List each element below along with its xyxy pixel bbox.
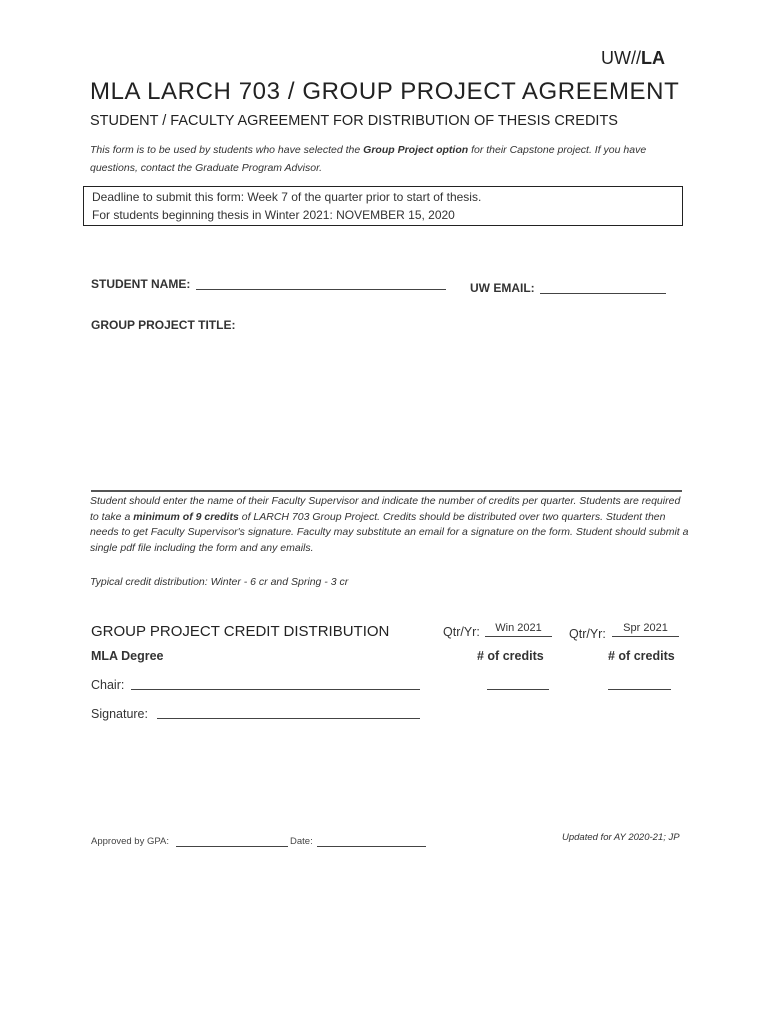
qtr-value-1[interactable]: Win 2021 [485,622,552,637]
instructions-part2: of LARCH 703 Group Project. Credits should be distributed over two quarters. Student then needs to get Faculty Supervisor's signature. Faculty may substitute an email for a signature on the form. Student should submit a single pdf file including the form and any emails. [90,510,689,554]
instructions-bold: minimum of 9 credits [133,510,239,523]
student-name-field[interactable] [196,275,446,290]
approved-label: Approved by GPA: [91,836,169,847]
distribution-title: GROUP PROJECT CREDIT DISTRIBUTION [91,623,390,640]
chair-label: Chair: [91,678,125,692]
uw-email-field[interactable] [540,279,666,294]
degree-label: MLA Degree [91,649,164,663]
intro-part2: for their Capstone project. If you have questions, contact the Graduate Program Advisor. [90,144,647,174]
updated-note: Updated for AY 2020-21; JP [562,832,680,843]
intro-part1: This form is to be used by students who have selected the [90,144,364,156]
instructions-part1: Student should enter the name of their Faculty Supervisor and indicate the number of credits per quarter. Students are required to take a [90,495,681,523]
brand-mark [601,48,665,69]
intro-bold: Group Project option [363,144,469,156]
student-name-label: STUDENT NAME: [91,277,191,291]
page-subtitle: STUDENT / FACULTY AGREEMENT FOR DISTRIBUTION OF THESIS CREDITS [90,113,618,129]
brand-bold: LA [641,48,665,68]
deadline-box [83,186,683,226]
date-field[interactable] [317,835,426,847]
signature-label: Signature: [91,707,148,721]
chair-field[interactable] [131,676,420,690]
intro-text [90,141,690,177]
date-label: Date: [290,836,313,847]
qtr-label-1: Qtr/Yr: [443,625,480,639]
project-title-label: GROUP PROJECT TITLE: [91,318,236,332]
section-divider [91,490,682,492]
credits-head-1: # of credits [477,649,544,663]
instructions-text [90,494,690,556]
deadline-line-2: For students beginning thesis in Winter 2021: NOVEMBER 15, 2020 [92,208,455,222]
deadline-line-1: Deadline to submit this form: Week 7 of the quarter prior to start of thesis. [92,190,482,204]
qtr-value-2[interactable]: Spr 2021 [612,622,679,637]
qtr-label-2: Qtr/Yr: [569,627,606,641]
page-title: MLA LARCH 703 / GROUP PROJECT AGREEMENT [90,78,680,105]
project-title-field[interactable] [91,336,681,486]
credits-head-2: # of credits [608,649,675,663]
uw-email-label: UW EMAIL: [470,281,535,295]
signature-field[interactable] [157,705,420,719]
typical-distribution: Typical credit distribution: Winter - 6 cr and Spring - 3 cr [90,576,349,588]
chair-credits-2-field[interactable] [608,676,671,690]
brand-prefix: UW// [601,48,641,68]
approved-field[interactable] [176,835,288,847]
chair-credits-1-field[interactable] [487,676,549,690]
